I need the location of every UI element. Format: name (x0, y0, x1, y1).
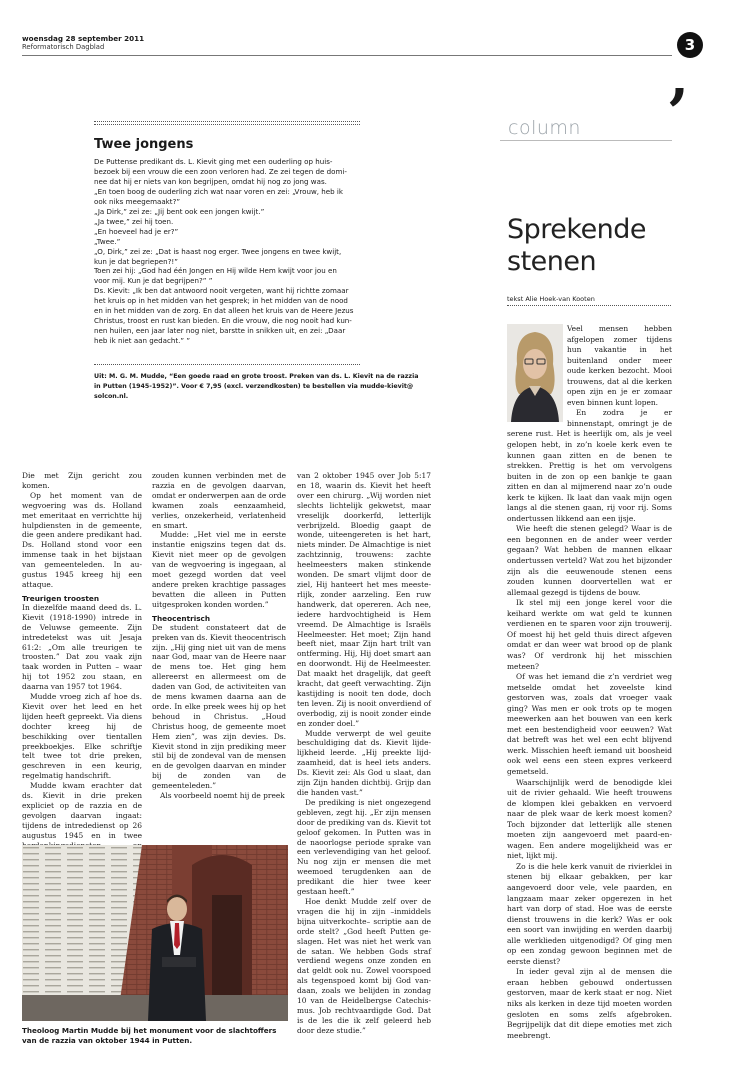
article-paragraph: In diezelfde maand deed ds. L. Kievit (1918-1990) intrede in de Veluwse gemeente. Zijn intredetekst was uit Jesaja 61:2: „Om alle treurigen te troosten.” Dat zou vaak zijn taak worden in Putten – waar hij tot 1952 zou staan, en daarna van 1957 tot 1964. (22, 602, 142, 692)
photo-caption: Theoloog Martin Mudde bij het monument voor de slachtoffers van de razzia van oktober 1944 in Putten. (22, 1026, 277, 1045)
column-paragraph: In ieder geval zijn al de mensen die eraan hebben gebouwd ondertussen gestorven, maar de kerk staat er nog. Niet niks als kerken in deze tijd moeten worden gesloten en soms zelfs afgebroken. Begrijpelijk dat dit diepe emoties met zich meebrengt. (507, 967, 672, 1040)
box-line: „Twee.” (94, 236, 121, 246)
column-paragraph: Ik stel mij een jonge kerel voor die keihard werkte om wat geld te kunnen verdienen en te sparen voor zijn trouwerij. Of moest hij het geld thuis direct afgeven omdat er dan weer wat brood op de plank was? Of verdronk hij het misschien meteen? (507, 598, 672, 671)
column-title-line-1: Sprekende (507, 214, 647, 245)
column-paragraph: Waarschijnlijk werd de benodigde klei uit de rivier gehaald. Wie heeft trouwens de klompen klei gebakken en vervoerd naar de plek waar de kerk moest komen? Toch bijzonder dat letterlijk alle stenen moeten zijn aangevoerd met paard-en-wagen. Een andere mogelijkheid was er niet, lijkt mij. (507, 777, 672, 861)
column-title-line-2: stenen (507, 246, 597, 277)
article-paragraph: De student constateert dat de preken van ds. Kievit theocentrisch zijn. „Hij ging niet uit van de mens naar God, maar van de Heere naar de mens toe. Het ging hem allereerst en allermeest om de daden van God, de activiteiten van de mens kwamen daarna aan de orde. In elke preek wees hij op het behoud in Christus. „Houd Christus hoog, de gemeente moet Hem zien”, was zijn devies. Ds. Kievit stond in zijn prediking meer stil bij de zondeval van de mensen en de gevolgen daarvan en minder bij de zonden van de gemeenteleden.” (152, 622, 286, 791)
box-line: voor mij. Kun je dat begrijpen?” ” (94, 276, 213, 286)
byline-rule (507, 305, 671, 306)
column-kicker: column (508, 117, 581, 139)
article-paragraph: De prediking is niet ongezegend gebleven, zegt hij. „Er zijn mensen door de prediking van ds. Kievit tot geloof gekomen. In Putten was in de naoorlogse periode sprake van een verlevendiging van het geloof. Nu nog zijn er mensen die met weemoed terugdenken aan de predikant die hier twee keer gestaan heeft.” (297, 797, 431, 897)
box-line: „O, Dirk,” zei ze: „Dat is haast nog erger. Twee jongens en twee kwijt, (94, 246, 342, 256)
box-line: Christus, troost en rust kan bieden. En die vrouw, die nog nooit had kun- (94, 316, 352, 326)
monument-photo-image (22, 845, 288, 1021)
box-line: Toen zei hij: „God had één Jongen en Hij wilde Hem kwijt voor jou en (94, 266, 337, 276)
comma-logo-icon: , (669, 43, 690, 111)
article-paragraph: Als voorbeeld noemt hij de preek (160, 791, 285, 801)
box-title: Twee jongens (94, 137, 194, 152)
box-credit (94, 372, 419, 402)
box-credit-line: in Putten (1945-1952)”. Voor € 7,95 (excl. verzendkosten) te bestellen via mudde-kievit@ (94, 383, 414, 390)
article-column-1 (22, 471, 142, 880)
column-byline: tekst Alie Hoek-van Kooten (507, 295, 595, 303)
article-paragraph: Mudde verwerpt de wel geuite beschuldiging dat ds. Kievit lijdelijkheid leerde. „Hij preekte lijdzaamheid, dat is heel iets anders. Ds. Kievit zei: Als God u slaat, dan zijn Zijn handen dichtbij. Grijp dan die handen vast.” (297, 728, 431, 797)
box-top-rule (94, 121, 360, 122)
article-paragraph: Hoe denkt Mudde zelf over de vragen die hij in zijn –inmiddels bijna uitverkochte– scriptie aan de orde stelt? „God heeft Putten geslagen. Het was niet het werk van de satan. We hebben Gods straf verdiend wegens onze zonden en dat geldt ook nu. Zowel voorspoed als tegenspoed komt bij God vandaan, zoals we belijden in zondag 10 van de Heidelbergse Catechismus. Job rechtvaardigde God. Dat is de les die ik zelf geleerd heb door deze studie.” (297, 896, 431, 1035)
article-column-2 (152, 471, 286, 801)
article-paragraph: Op het moment van de wegvoering was ds. Holland met emeritaat en verrichtte hij hulpdiensten in de gemeente, die geen andere predikant had. Ds. Holland stond voor een immense taak in het bijstaan van gemeenteleden. In augustus 1945 kreeg hij een attaque. (22, 490, 142, 589)
page-number: 3 (677, 32, 703, 58)
box-line: heb ik niet aan gedacht.” ” (94, 336, 191, 346)
box-credit-rule (94, 364, 360, 365)
box-credit-line: Uit: M. G. M. Mudde, “Een goede raad en grote troost. Preken van ds. L. Kievit na de razzia (94, 373, 419, 380)
column-paragraph: Veel mensen hebben afgelopen zomer tijdens hun vakantie in het buitenland onder meer oude kerken bezocht. Mooi trouwens, dat al die kerken open zijn en je er zomaar even binnen kunt lopen. (567, 324, 672, 407)
box-line: nen huilen, een jaar later nog niet, barstte in snikken uit, en zei: „Daar (94, 326, 346, 336)
box-body (94, 157, 360, 346)
column-paragraph: En zodra je er binnenstapt, omringt je de serene rust. Het is heerlijk om, als je veel gelopen hebt, in zo’n koele kerk even te kunnen gaan zitten en de benen te strekken. Prettig is het om vervolgens buiten in de zon op een bankje te gaan zitten en dan al mijmerend naar zo’n oude kerk te kijken. Ik laat dan vaak mijn ogen langs al die stenen gaan, rij voor rij. Soms ondertussen likkend aan een ijsje. (507, 408, 672, 523)
author-photo (507, 324, 565, 422)
column-title (507, 214, 646, 278)
author-photo-image (507, 324, 563, 422)
article-paragraph: van 2 oktober 1945 over Job 5:17 en 18, waarin ds. Kievit het heeft over een chirurg. „Wij worden niet slechts lichtelijk gekwetst, maar vreselijk doorkerfd, letterlijk verbrijzeld. Bloedig gaapt de wonde, uiteengereten is het hart, niets minder. De Almachtige is niet zachtzinnig, trouwens: zachte heelmeesters maken stinkende wonden. De smart vlijmt door de ziel, Hij hanteert het mes meesterlijk, zonder aarzeling. Een ruw handwerk, dat opereren. Ach nee, iedere hardvochtigheid is Hem vreemd. De Almachtige is Israëls Heelmeester. Het moet; Zijn hand beeft niet, maar Zijn hart trilt van ontferming. Hij, Hij doet smart aan en doorwondt. Hij de Heelmeester. Dat maakt het dragelijk, dat geeft kracht, dat geeft verwachting. Zijn kastijding is nooit ten dode, doch ten leven. Zij is nooit onverdiend of overbodig, zij is nooit zonder einde en zonder doel.” (297, 471, 431, 728)
box-line: kun je dat begriepen?!” (94, 256, 178, 266)
header-rule (22, 55, 672, 56)
article-paragraph: Mudde vroeg zich af hoe ds. Kievit over het leed en het lijden heeft gepreekt. Via diens dochter kreeg hij de beschikking over tientallen preekboekjes. Elke schriftje telt twee tot drie preken, geschreven in een keurig, regelmatig handschrift. (22, 692, 142, 781)
kicker-rule (500, 140, 672, 141)
article-paragraph: Mudde kwam erachter dat ds. Kievit in drie preken expliciet op de razzia en de gevolgen daarvan ingaat: tijdens de intrededienst op 26 augustus 1945 en in twee (22, 781, 142, 840)
monument-photo (22, 845, 288, 1021)
column-paragraph: Zo is die hele kerk vanuit de rivierklei in stenen bij elkaar gebakken, per kar aangevoerd door vele, vele paarden, en langzaam maar zeker opgerezen in het hart van dorp of stad. Hoe was de eerste dienst trouwens in die kerk? Was er ook een soort van inwijding en werden daarbij alle werklieden uitgenodigd? Of ging men op een zondag gewoon beginnen met de eerste dienst? (507, 861, 672, 966)
box-line: De Puttense predikant ds. L. Kievit ging met een ouderling op huis- (94, 157, 333, 166)
box-line: ook niks meegemaakt?” (94, 196, 181, 206)
article-column-3 (297, 471, 431, 1036)
box-line: „Ja Dirk,” zei ze: „Jij bent ook een jongen kwijt.” (94, 206, 265, 216)
box-line: en in het midden van de zorg. En dat alleen het kruis van de Heere Jezus (94, 306, 354, 316)
box-credit-line: solcon.nl. (94, 393, 129, 400)
article-paragraph: Die met Zijn gericht zou komen. (22, 471, 142, 490)
article-paragraph: Mudde: „Het viel me in eerste instantie enigszins tegen dat ds. Kievit niet meer op de gevolgen van de wegvoering is ingegaan, al moet gezegd worden dat veel andere preken krachtige passages bevatten die alleen in Putten uitgesproken konden worden.” (152, 530, 286, 609)
header-paper-name: Reformatorisch Dagblad (22, 43, 105, 51)
box-line: „En toen boog de ouderling zich wat naar voren en zei: „Vrouw, heb ik (94, 186, 343, 196)
box-line: het kruis op in het midden van het gesprek; in het midden van de nood (94, 296, 348, 306)
header-date: woensdag 28 september 2011 (22, 34, 145, 43)
box-top-rule (94, 124, 360, 125)
column-paragraph: Of was het iemand die z’n verdriet weg metselde omdat het zoveelste kind gestorven was, zoals dat vroeger vaak ging? Was men er ook trots op te mogen meewerken aan het bouwen van een kerk met een bestendigheid voor eeuwen? Wat dat betreft was het wel een echt blijvend werk. Misschien heeft iemand uit boosheid ook wel eens een steen expres verkeerd gemetseld. (507, 672, 672, 776)
box-line: Ds. Kievit: „Ik ben dat antwoord nooit vergeten, want hij richtte zomaar (94, 286, 349, 296)
box-line: nee dat hij er niets van kon begrijpen, omdat hij nog zo jong was. (94, 176, 327, 186)
box-line: „Ja twee,” zei hij toen. (94, 216, 174, 226)
box-line: bezoek bij een vrouw die een zoon verloren had. Ze zei tegen de domi- (94, 166, 347, 176)
article-subheading: Theocentrisch (152, 613, 211, 623)
article-paragraph: zouden kunnen verbinden met de razzia en de gevolgen daarvan, omdat er onderwerpen aan de orde kwamen zoals eenzaamheid, verlies, onzekerheid, verlatenheid en smart. (152, 471, 286, 530)
column-paragraph: Wie heeft die stenen gelegd? Waar is de een begonnen en de ander weer verder gegaan? Wat hebben de mannen elkaar ondertussen verteld? Wat zou het bijzonder zijn als die eeuwenoude stenen eens zouden kunnen doorvertellen wat er allemaal gezegd is tijdens de bouw. (507, 524, 672, 597)
article-subheading: Treurigen troosten (22, 593, 100, 603)
box-line: „En hoeveel had je er?” (94, 226, 179, 236)
column-body (507, 324, 672, 1041)
